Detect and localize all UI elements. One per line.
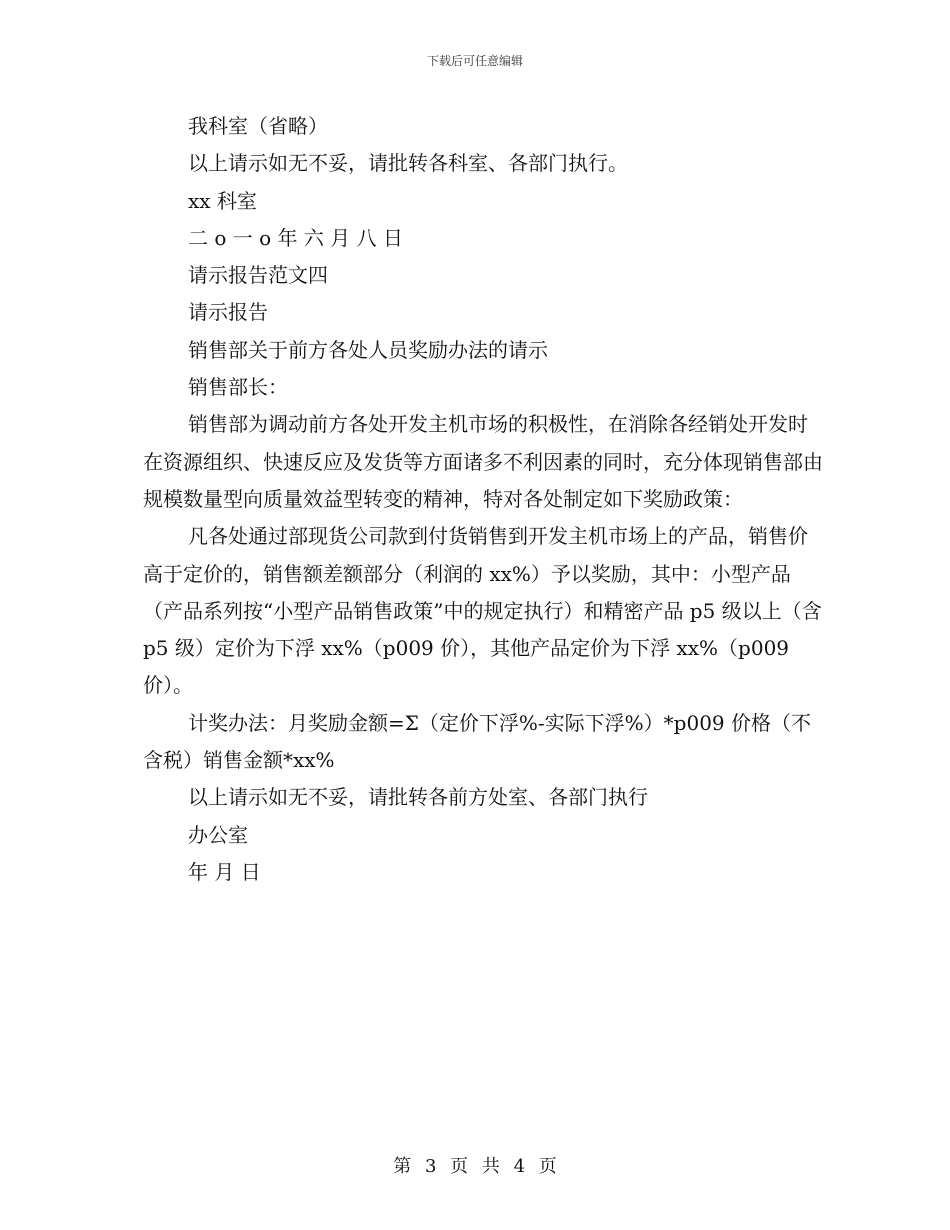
page-footer: 第 3 页 共 4 页 [393, 1156, 557, 1177]
text-line: 以上请示如无不妥，请批转各科室、各部门执行。 [188, 151, 628, 176]
document-subject: 销售部关于前方各处人员奖励办法的请示 [188, 337, 548, 362]
paragraph: 销售部为调动前方各处开发主机市场的积极性，在消除各经销处开发时在资源组织、快速反应及发货等方面诸多不利因素的同时，充分体现销售部由规模数量型向质量效益型转变的精神，特对各处制定如下奖励政策： [143, 412, 823, 511]
signature-date: 年 月 日 [188, 859, 261, 884]
paragraph: 计奖办法：月奖励金额=Σ（定价下浮%-实际下浮%）*p009 价格（不含税）销售金额*xx% [143, 710, 811, 773]
text-line: 我科室（省略） [188, 114, 328, 138]
salutation: 销售部长： [188, 375, 288, 400]
page-header: 下载后可任意编辑 [426, 54, 523, 68]
signature-office: 办公室 [188, 822, 248, 847]
document-body [143, 108, 823, 891]
date-line: 二 o 一 o 年 六 月 八 日 [188, 225, 403, 250]
document-type: 请示报告 [188, 300, 268, 325]
paragraph: 凡各处通过部现货公司款到付货销售到开发主机市场上的产品，销售价高于定价的，销售额差额部分（利润的 xx%）予以奖励，其中：小型产品（产品系列按“小型产品销售政策”中的规定执行）和精密产品 p5 级以上（含 p5 级）定价为下浮 xx%（p009 价），其他产品定价为下浮 xx%（p009 价）。 [143, 524, 822, 698]
department-name: xx 科室 [188, 188, 257, 213]
section-title: 请示报告范文四 [188, 263, 328, 288]
closing-line: 以上请示如无不妥，请批转各前方处室、各部门执行 [188, 785, 648, 810]
